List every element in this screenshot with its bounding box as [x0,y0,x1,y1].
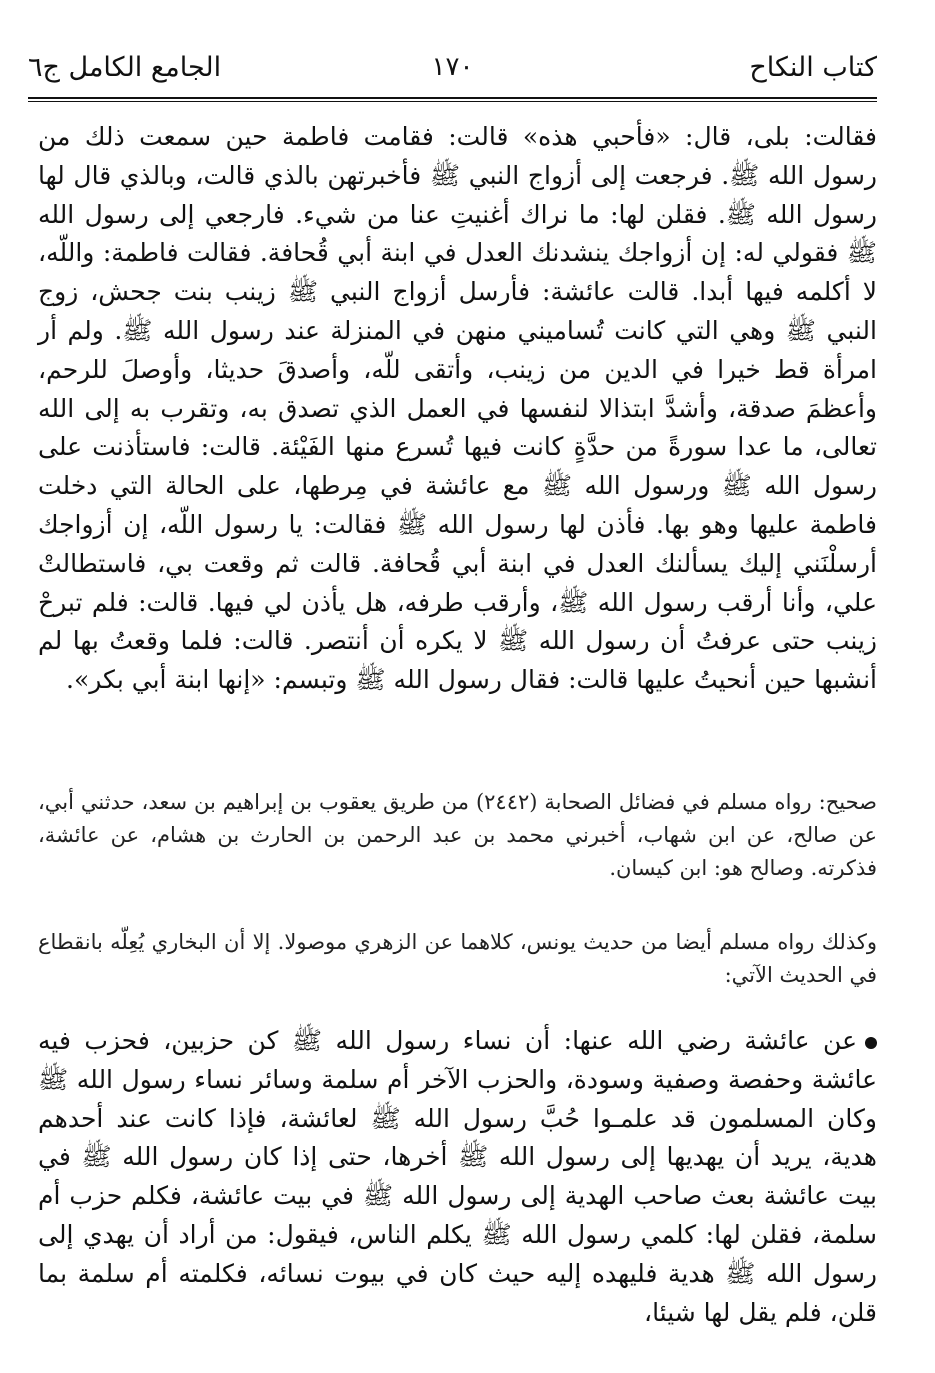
hadith-block [38,1022,877,1332]
takhrij-note [38,786,877,885]
note-paragraph-1: صحيح: رواه مسلم في فضائل الصحابة (٢٤٤٢) من طريق يعقوب بن إبراهيم بن سعد، حدثني أبي، عن صالح، عن ابن شهاب، أخبرني محمد بن عبد الرحمن بن الحارث بن هشام، عن عائشة، فذكرته. وصالح هو: ابن كيسان. [38,790,877,880]
header-rule-thin [28,101,877,102]
note-paragraph-2: وكذلك رواه مسلم أيضا من حديث يونس، كلاهما عن الزهري موصولا. إلا أن البخاري يُعِلّه بانقطاع في الحديث الآتي: [38,930,877,987]
hadith-text: عن عائشة رضي الله عنها: أن نساء رسول الله ﷺ كن حزبين، فحزب فيه عائشة وحفصة وصفية وسودة، والحزب الآخر أم سلمة وسائر نساء رسول الله ﷺ وكان المسلمون قد علمـوا حُبَّ رسول الله ﷺ لعائشة، فإذا كانت عند أحدهم هدية، يريد أن يهديها إلى رسول الله ﷺ أخرها، حتى إذا كان رسول الله ﷺ في بيت عائشة بعث صاحب الهدية إلى رسول الله ﷺ في بيت عائشة، فكلم حزب أم سلمة، فقلن لها: كلمي رسول الله ﷺ يكلم الناس، فيقول: من أراد أن يهدي إلى رسول الله ﷺ هدية فليهده إليه حيث كان في بيوت نسائه، فكلمته أم سلمة بما قلن، فلم يقل لها شيئا، [38,1026,877,1327]
page-number: ١٧٠ [431,52,474,82]
header-rule [28,97,877,99]
main-paragraph: فقالت: بلى، قال: «فأحبي هذه» قالت: فقامت فاطمة حين سمعت ذلك من رسول الله ﷺ. فرجعت إلى أزواج النبي ﷺ فأخبرتهن بالذي قالت، وبالذي قال لها رسول الله ﷺ. فقلن لها: ما نراك أغنيتِ عنا من شيء. فارجعي إلى رسول الله ﷺ فقولي له: إن أزواجك ينشدنك العدل في ابنة أبي قُحافة. فقالت فاطمة: واللّه، لا أكلمه فيها أبدا. قالت عائشة: فأرسل أزواج النبي ﷺ زينب بنت جحش، زوج النبي ﷺ وهي التي كانت تُساميني منهن في المنزلة عند رسول الله ﷺ. ولم أر امرأة قط خيرا في الدين من زينب، وأتقى للّه، وأصدقَ حديثا، وأوصلَ للرحم، وأعظمَ صدقة، وأشدَّ ابتذالا لنفسها في العمل الذي تصدق به، وتقرب به إلى الله تعالى، ما عدا سورةً من حدَّةٍ كانت فيها تُسرع منها الفَيْئة. قالت: فاستأذنت على رسول الله ﷺ ورسول الله ﷺ مع عائشة في مِرطها، على الحالة التي دخلت فاطمة عليها وهو بها. فأذن لها رسول الله ﷺ فقالت: يا رسول اللّه، إن أزواجك أرسلْنَني إليك يسألنك العدل في ابنة أبي قُحافة. قالت ثم وقعت بي، فاستطالتْ علي، وأنا أرقب رسول الله ﷺ، وأرقب طرفه، هل يأذن لي فيها. قالت: فلم تبرحْ زينب حتى عرفتُ أن رسول الله ﷺ لا يكره أن أنتصر. قالت: فلما وقعتُ بها لم أنشبها حين أنحيتُ عليها قالت: فقال رسول الله ﷺ وتبسم: «إنها ابنة أبي بكر». [38,122,877,695]
main-text-block [38,118,877,700]
book-title: كتاب النكاح [749,52,877,83]
volume-title: الجامع الكامل ج٦ [28,52,222,83]
takhrij-note-2 [38,926,877,992]
running-header [28,52,877,96]
bullet-icon [865,1037,877,1049]
hadith-paragraph [38,1022,877,1332]
